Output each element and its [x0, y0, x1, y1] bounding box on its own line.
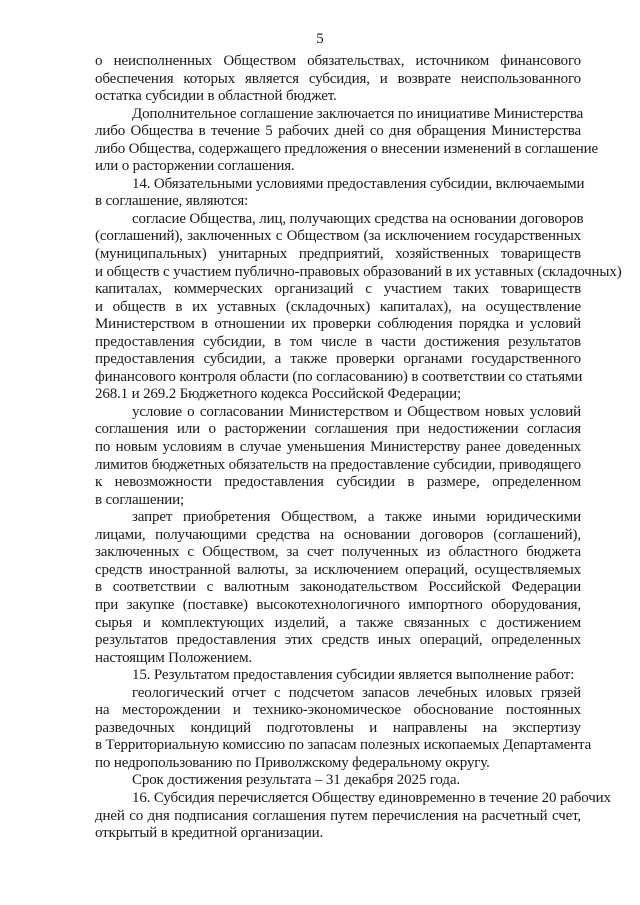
text-line: по недропользованию по Приволжскому федеральному округу.	[95, 754, 490, 771]
paragraph	[95, 772, 581, 790]
text-line: 14. Обязательными условиями предоставления субсидии, включаемыми	[132, 175, 585, 192]
text-line: остатка субсидии в областной бюджет.	[95, 88, 337, 105]
document-body	[95, 53, 622, 843]
text-line: и обществ в их уставных (складочных) капиталах), на осуществление	[95, 298, 581, 315]
paragraph	[95, 105, 599, 176]
text-line: согласие Общества, лиц, получающих средства на основании договоров	[132, 210, 584, 227]
text-line: 268.1 и 269.2 Бюджетного кодекса Российской Федерации;	[95, 386, 462, 403]
page-number: 5	[316, 31, 324, 47]
paragraph	[95, 684, 592, 773]
text-line: 15. Результатом предоставления субсидии является выполнение работ:	[132, 667, 575, 684]
text-line: либо Общества, содержащего предложения о внесении изменений в соглашение	[95, 140, 599, 157]
text-line: настоящим Положением.	[95, 649, 253, 666]
text-line: Дополнительное соглашение заключается по инициативе Министерства	[132, 105, 584, 122]
text-line: лицами, получающими средства на основании договоров (соглашений),	[95, 526, 581, 543]
text-line: результатов предоставления этих средств иных операций, определенных	[95, 632, 581, 649]
text-line: капиталах, коммерческих организаций с участием таких товариществ	[95, 281, 581, 298]
text-line: о неисполненных Обществом обязательствах, источником финансового	[95, 53, 581, 69]
paragraph	[95, 509, 581, 667]
text-line: (соглашений), заключенных с Обществом (за исключением государственных	[95, 228, 581, 245]
text-line: соглашения или о расторжении соглашения при недостижении согласия	[95, 421, 581, 438]
text-line: запрет приобретения Обществом, а также иными юридическими	[132, 509, 581, 526]
paragraph	[95, 53, 581, 106]
text-line: финансового контроля области (по согласованию) в соответствии со статьями	[95, 368, 583, 385]
text-line: 16. Субсидия перечисляется Обществу единовременно в течение 20 рабочих	[132, 789, 611, 806]
paragraph	[95, 667, 581, 685]
text-line: Министерством в отношении их проверки соблюдения порядка и условий	[95, 316, 581, 333]
text-line: лимитов бюджетных обязательств на предоставление субсидии, приводящего	[95, 456, 581, 473]
text-line: в соглашении;	[95, 491, 185, 508]
text-line: средств иностранной валюты, за исключением операций, осуществляемых	[95, 561, 581, 578]
paragraph	[95, 404, 581, 509]
text-line: сырья и комплектующих изделий, а также связанных с достижением	[95, 614, 581, 631]
text-line: геологический отчет с подсчетом запасов лечебных иловых грязей	[132, 684, 581, 701]
text-line: заключенных с Обществом, за счет полученных из областного бюджета	[95, 544, 581, 561]
text-line: и обществ с участием публично-правовых образований в их уставных (складочных)	[95, 263, 622, 280]
text-line: в Территориальную комиссию по запасам полезных ископаемых Департамента	[95, 737, 592, 754]
text-line: условие о согласовании Министерством и Обществом новых условий	[132, 403, 581, 420]
text-line: предоставления субсидии, в том числе в части достижения результатов	[95, 333, 581, 350]
paragraph	[95, 175, 585, 211]
text-line: дней со дня подписания соглашения путем перечисления на расчетный счет,	[95, 807, 581, 824]
text-line: к невозможности предоставления субсидии в размере, определенном	[95, 474, 581, 491]
text-line: на месторождении и технико-экономическое обоснование постоянных	[95, 702, 581, 719]
text-line: либо Общества в течение 5 рабочих дней со дня обращения Министерства	[95, 123, 581, 140]
text-line: разведочных кондиций подготовлены и направлены на экспертизу	[95, 719, 581, 736]
text-line: по новым условиям в случае уменьшения Министерству ранее доведенных	[95, 439, 581, 456]
text-line: открытый в кредитной организации.	[95, 825, 324, 842]
text-line: обеспечения которых является субсидия, и возврате неиспользованного	[95, 70, 581, 87]
text-line: при закупке (поставке) высокотехнологичного импортного оборудования,	[95, 596, 581, 613]
paragraph	[95, 210, 622, 404]
text-line: или о расторжении соглашения.	[95, 158, 295, 175]
text-line: (муниципальных) унитарных предприятий, хозяйственных товариществ	[95, 246, 581, 263]
text-line: в соглашение, являются:	[95, 193, 249, 210]
text-line: предоставления субсидии, а также проверки органами государственного	[95, 351, 581, 368]
paragraph	[95, 789, 611, 843]
text-line: в соответствии с валютным законодательством Российской Федерации	[95, 579, 581, 596]
text-line: Срок достижения результата – 31 декабря 2025 года.	[132, 772, 460, 789]
